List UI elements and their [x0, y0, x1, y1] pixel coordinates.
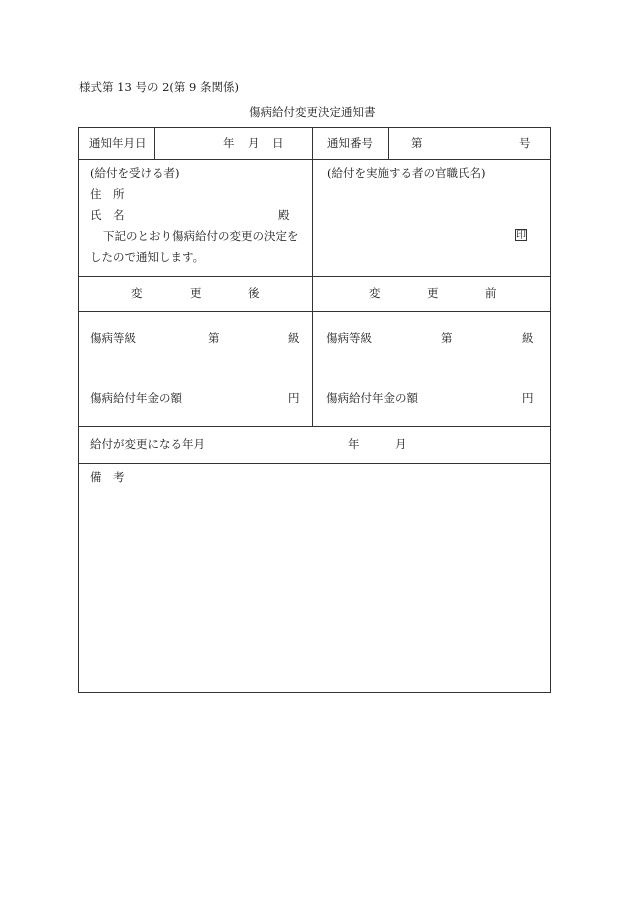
- notice-date-year[interactable]: 年: [223, 136, 235, 150]
- remarks-label: 備 考: [90, 470, 125, 484]
- name-label: 氏 名: [90, 208, 125, 222]
- before-heading-1: 変: [369, 286, 381, 300]
- change-date-month[interactable]: 月: [395, 437, 407, 451]
- after-grade-dai[interactable]: 第: [208, 331, 220, 345]
- row-divider-5: [78, 463, 551, 464]
- notice-date-day[interactable]: 日: [272, 136, 284, 150]
- seal-stamp-box: 印: [516, 230, 526, 241]
- row-divider-4: [78, 426, 551, 427]
- row-divider-1: [78, 159, 551, 160]
- after-pension-yen[interactable]: 円: [288, 391, 300, 405]
- address-label: 住 所: [90, 187, 125, 201]
- notice-message-line1: 下記のとおり傷病給付の変更の決定を: [103, 229, 299, 243]
- form-reference: 様式第 13 号の 2(第 9 条関係): [79, 80, 240, 94]
- after-grade-kyu[interactable]: 級: [288, 331, 300, 345]
- notice-number-gou[interactable]: 号: [519, 136, 531, 150]
- change-date-label: 給付が変更になる年月: [90, 437, 205, 451]
- col-divider-date-label: [154, 127, 155, 159]
- before-grade-label: 傷病等級: [326, 331, 372, 345]
- before-grade-dai[interactable]: 第: [441, 331, 453, 345]
- col-divider-main: [312, 127, 313, 426]
- remarks-field[interactable]: [80, 490, 549, 690]
- before-pension-yen[interactable]: 円: [522, 391, 534, 405]
- notice-date-month[interactable]: 月: [248, 136, 260, 150]
- after-heading-3: 後: [248, 286, 260, 300]
- before-pension-label: 傷病給付年金の額: [326, 391, 418, 405]
- after-heading-1: 変: [131, 286, 143, 300]
- before-grade-kyu[interactable]: 級: [522, 331, 534, 345]
- before-heading-3: 前: [485, 286, 497, 300]
- notice-number-dai[interactable]: 第: [411, 136, 423, 150]
- notice-date-label: 通知年月日: [89, 136, 147, 150]
- row-divider-3: [78, 311, 551, 312]
- col-divider-number-label: [388, 127, 389, 159]
- recipient-heading: (給付を受ける者): [90, 166, 180, 180]
- notice-number-label: 通知番号: [327, 136, 373, 150]
- after-grade-label: 傷病等級: [90, 331, 136, 345]
- change-date-year[interactable]: 年: [348, 437, 360, 451]
- notice-message-line2: したので通知します。: [90, 250, 205, 264]
- after-heading-2: 更: [190, 286, 202, 300]
- before-heading-2: 更: [427, 286, 439, 300]
- honorific-dono: 殿: [278, 208, 290, 222]
- after-pension-label: 傷病給付年金の額: [90, 391, 182, 405]
- row-divider-2: [78, 276, 551, 277]
- issuer-heading: (給付を実施する者の官職氏名): [327, 166, 486, 180]
- document-title: 傷病給付変更決定通知書: [249, 105, 376, 119]
